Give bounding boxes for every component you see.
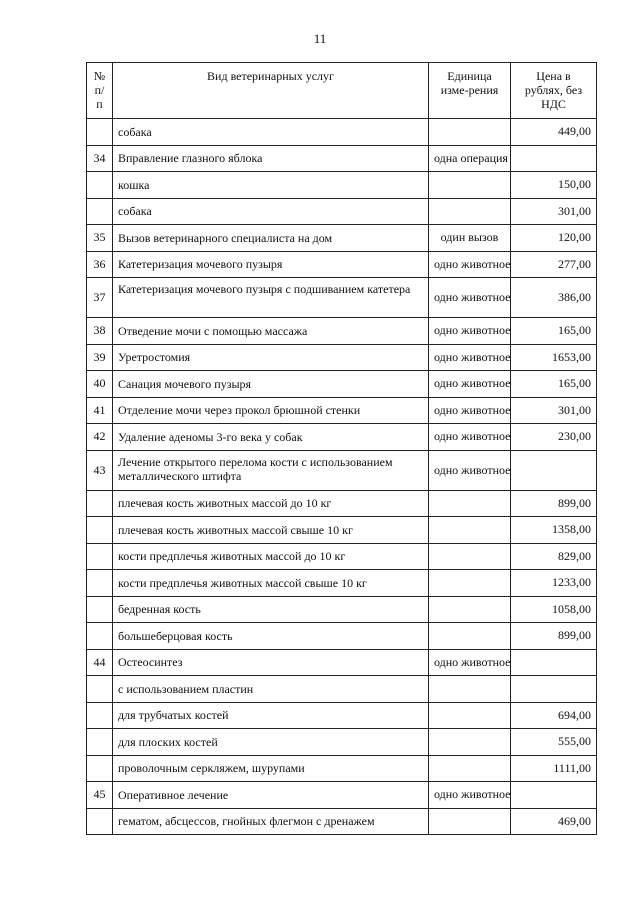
row-service: собака: [113, 198, 429, 225]
row-service: кошка: [113, 172, 429, 199]
row-num: 38: [87, 318, 113, 345]
page-number: 11: [313, 31, 327, 46]
row-price: 301,00: [511, 198, 597, 225]
row-unit: [429, 808, 511, 835]
row-unit: [429, 198, 511, 225]
row-price: 120,00: [511, 225, 597, 252]
table-row: [87, 676, 597, 703]
row-price: 449,00: [511, 119, 597, 146]
table-row: [87, 172, 597, 199]
table-row: [87, 344, 597, 371]
row-num: [87, 198, 113, 225]
row-num: [87, 570, 113, 597]
row-num: 39: [87, 344, 113, 371]
row-num: [87, 543, 113, 570]
row-service: Удаление аденомы 3-го века у собак: [113, 424, 429, 451]
row-num: 41: [87, 397, 113, 424]
row-price: [511, 782, 597, 809]
table-row: [87, 755, 597, 782]
row-price: 829,00: [511, 543, 597, 570]
row-unit: одно животное: [429, 397, 511, 424]
row-service: бедренная кость: [113, 596, 429, 623]
row-service: гематом, абсцессов, гнойных флегмон с дренажем: [113, 808, 429, 835]
row-num: [87, 676, 113, 703]
row-unit: одно животное: [429, 649, 511, 676]
row-service: Вызов ветеринарного специалиста на дом: [113, 225, 429, 252]
table-row: [87, 782, 597, 809]
table-row: [87, 702, 597, 729]
table-row: [87, 318, 597, 345]
row-service: для трубчатых костей: [113, 702, 429, 729]
row-price: 230,00: [511, 424, 597, 451]
row-price: 277,00: [511, 251, 597, 278]
header-price: Цена в рублях, без НДС: [511, 63, 597, 119]
row-unit: [429, 543, 511, 570]
row-service: плечевая кость животных массой до 10 кг: [113, 490, 429, 517]
row-price: 301,00: [511, 397, 597, 424]
row-price: [511, 676, 597, 703]
table-row: [87, 729, 597, 756]
table-row: [87, 225, 597, 252]
row-price: 899,00: [511, 623, 597, 650]
row-unit: одно животное: [429, 318, 511, 345]
row-num: 35: [87, 225, 113, 252]
row-num: [87, 490, 113, 517]
row-unit: [429, 490, 511, 517]
table-row: [87, 145, 597, 172]
table-row: [87, 517, 597, 544]
row-num: 43: [87, 450, 113, 490]
row-num: [87, 517, 113, 544]
row-price: [511, 649, 597, 676]
row-price: 469,00: [511, 808, 597, 835]
header-unit: Единица изме-рения: [429, 63, 511, 119]
table-row: [87, 490, 597, 517]
row-num: 40: [87, 371, 113, 398]
row-price: 1111,00: [511, 755, 597, 782]
row-unit: [429, 702, 511, 729]
row-service: Лечение открытого перелома кости с использованием металлического штифта: [113, 450, 429, 490]
row-num: [87, 119, 113, 146]
row-service: Отделение мочи через прокол брюшной стенки: [113, 397, 429, 424]
header-service: Вид ветеринарных услуг: [113, 63, 429, 119]
row-service: для плоских костей: [113, 729, 429, 756]
row-unit: одно животное: [429, 371, 511, 398]
row-unit: одно животное: [429, 450, 511, 490]
row-price: [511, 145, 597, 172]
row-service: плечевая кость животных массой свыше 10 кг: [113, 517, 429, 544]
row-price: 1058,00: [511, 596, 597, 623]
row-service: Оперативное лечение: [113, 782, 429, 809]
row-service: Санация мочевого пузыря: [113, 371, 429, 398]
table-row: [87, 450, 597, 490]
row-price: 694,00: [511, 702, 597, 729]
row-price: 150,00: [511, 172, 597, 199]
row-service: Отведение мочи с помощью массажа: [113, 318, 429, 345]
row-num: 45: [87, 782, 113, 809]
row-service: кости предплечья животных массой до 10 кг: [113, 543, 429, 570]
row-num: [87, 808, 113, 835]
row-service: большеберцовая кость: [113, 623, 429, 650]
table-row: [87, 543, 597, 570]
row-unit: один вызов: [429, 225, 511, 252]
veterinary-price-table: [86, 62, 597, 835]
row-service: собака: [113, 119, 429, 146]
row-price: 1233,00: [511, 570, 597, 597]
row-service: кости предплечья животных массой свыше 10 кг: [113, 570, 429, 597]
table-row: [87, 397, 597, 424]
table-row: [87, 623, 597, 650]
row-num: [87, 755, 113, 782]
row-num: [87, 623, 113, 650]
row-unit: одна операция: [429, 145, 511, 172]
table-row: [87, 570, 597, 597]
row-unit: одно животное: [429, 251, 511, 278]
table-row: [87, 371, 597, 398]
table-row: [87, 808, 597, 835]
table-body: [87, 119, 597, 835]
table-row: [87, 198, 597, 225]
row-unit: одно животное: [429, 278, 511, 318]
row-price: [511, 450, 597, 490]
row-num: 42: [87, 424, 113, 451]
row-num: 44: [87, 649, 113, 676]
row-price: 1653,00: [511, 344, 597, 371]
row-unit: [429, 596, 511, 623]
row-num: [87, 702, 113, 729]
row-unit: [429, 517, 511, 544]
table-row: [87, 278, 597, 318]
row-price: 899,00: [511, 490, 597, 517]
header-num: № п/п: [87, 63, 113, 119]
row-service: Катетеризация мочевого пузыря с подшиванием катетера: [113, 278, 429, 318]
table-row: [87, 596, 597, 623]
row-service: Катетеризация мочевого пузыря: [113, 251, 429, 278]
row-num: 34: [87, 145, 113, 172]
table-row: [87, 119, 597, 146]
row-unit: [429, 676, 511, 703]
row-service: с использованием пластин: [113, 676, 429, 703]
table-row: [87, 424, 597, 451]
row-price: 386,00: [511, 278, 597, 318]
table-row: [87, 649, 597, 676]
row-price: 165,00: [511, 371, 597, 398]
row-service: Уретростомия: [113, 344, 429, 371]
row-service: проволочным серкляжем, шурупами: [113, 755, 429, 782]
row-unit: одно животное: [429, 782, 511, 809]
row-num: 37: [87, 278, 113, 318]
row-unit: одно животное: [429, 424, 511, 451]
row-service: Остеосинтез: [113, 649, 429, 676]
row-unit: [429, 570, 511, 597]
row-unit: [429, 623, 511, 650]
row-unit: [429, 755, 511, 782]
row-num: [87, 729, 113, 756]
row-unit: одно животное: [429, 344, 511, 371]
row-price: 165,00: [511, 318, 597, 345]
row-price: 555,00: [511, 729, 597, 756]
row-unit: [429, 119, 511, 146]
row-unit: [429, 172, 511, 199]
table-row: [87, 251, 597, 278]
row-num: 36: [87, 251, 113, 278]
row-unit: [429, 729, 511, 756]
row-num: [87, 596, 113, 623]
row-service: Вправление глазного яблока: [113, 145, 429, 172]
row-num: [87, 172, 113, 199]
row-price: 1358,00: [511, 517, 597, 544]
table-header-row: [87, 63, 597, 119]
